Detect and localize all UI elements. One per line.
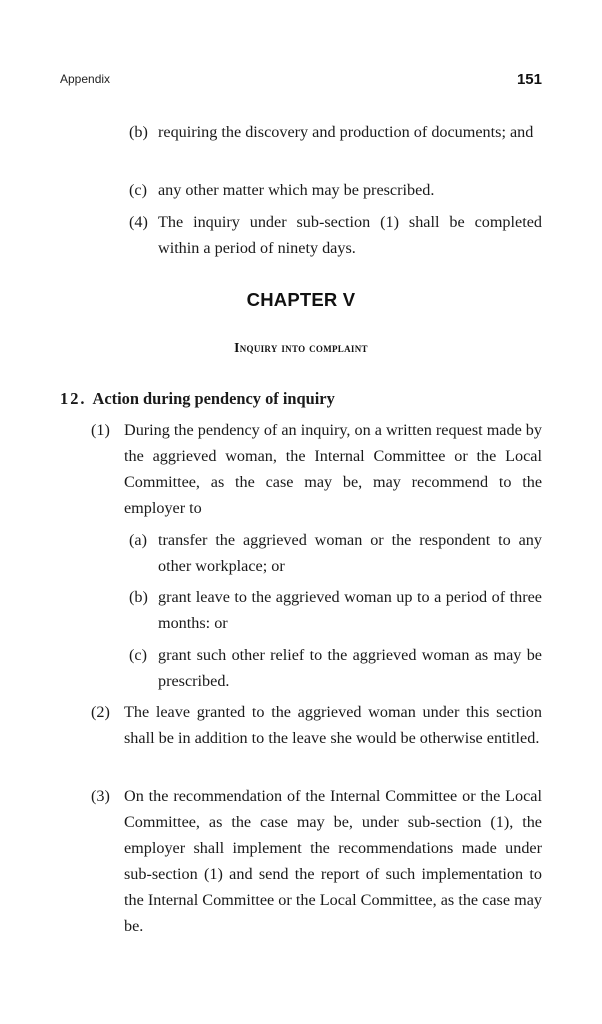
clause-text: any other matter which may be prescribed.	[158, 181, 435, 199]
clause-text: During the pendency of an inquiry, on a written request made by the aggrieved woman, the Internal Committee or the Local Committee, as the case may be, may recommend to the employer to	[124, 421, 542, 517]
clause-text: On the recommendation of the Internal Committee or the Local Committee, as the case may be, under sub-section (1), the employer shall implement the recommendations made under sub-section (1) and send the report of such implementation to the Internal Committee or the Local Committee, as the case may be.	[124, 787, 542, 935]
section-number: 12.	[60, 389, 87, 408]
subsection-2	[91, 699, 542, 751]
clause-label: (1)	[91, 421, 110, 439]
clause-text: The inquiry under sub-section (1) shall be completed within a period of ninety days.	[158, 213, 542, 257]
section-heading	[60, 387, 335, 411]
subsection-1	[91, 417, 542, 521]
clause-a-transfer	[129, 527, 542, 579]
clause-label: (a)	[129, 531, 147, 549]
clause-label: (2)	[91, 703, 110, 721]
chapter-subtitle: Inquiry into complaint	[234, 340, 368, 355]
clause-text: requiring the discovery and production of documents; and	[158, 123, 534, 141]
chapter-title: CHAPTER V	[246, 289, 356, 310]
clause-text: grant such other relief to the aggrieved woman as may be prescribed.	[158, 646, 542, 690]
clause-label: (4)	[129, 213, 148, 231]
clause-c-relief	[129, 642, 542, 694]
clause-label: (b)	[129, 123, 148, 141]
clause-text: The leave granted to the aggrieved woman under this section shall be in addition to the leave she would be otherwise entitled.	[124, 703, 542, 747]
clause-text: transfer the aggrieved woman or the respondent to any other workplace; or	[158, 531, 542, 575]
clause-label: (b)	[129, 588, 148, 606]
clause-b-leave	[129, 584, 542, 636]
clause-text: grant leave to the aggrieved woman up to a period of three months: or	[158, 588, 542, 632]
clause-label: (c)	[129, 181, 147, 199]
section-title: Action during pendency of inquiry	[92, 389, 335, 408]
subsection-3	[91, 783, 542, 939]
subsection-4-completion	[129, 209, 542, 261]
clause-c-other-matter	[129, 177, 542, 203]
page-number: 151	[516, 71, 542, 88]
clause-label: (c)	[129, 646, 147, 664]
clause-b-discovery	[129, 119, 542, 145]
running-header-section: Appendix	[60, 72, 111, 86]
clause-label: (3)	[91, 787, 110, 805]
